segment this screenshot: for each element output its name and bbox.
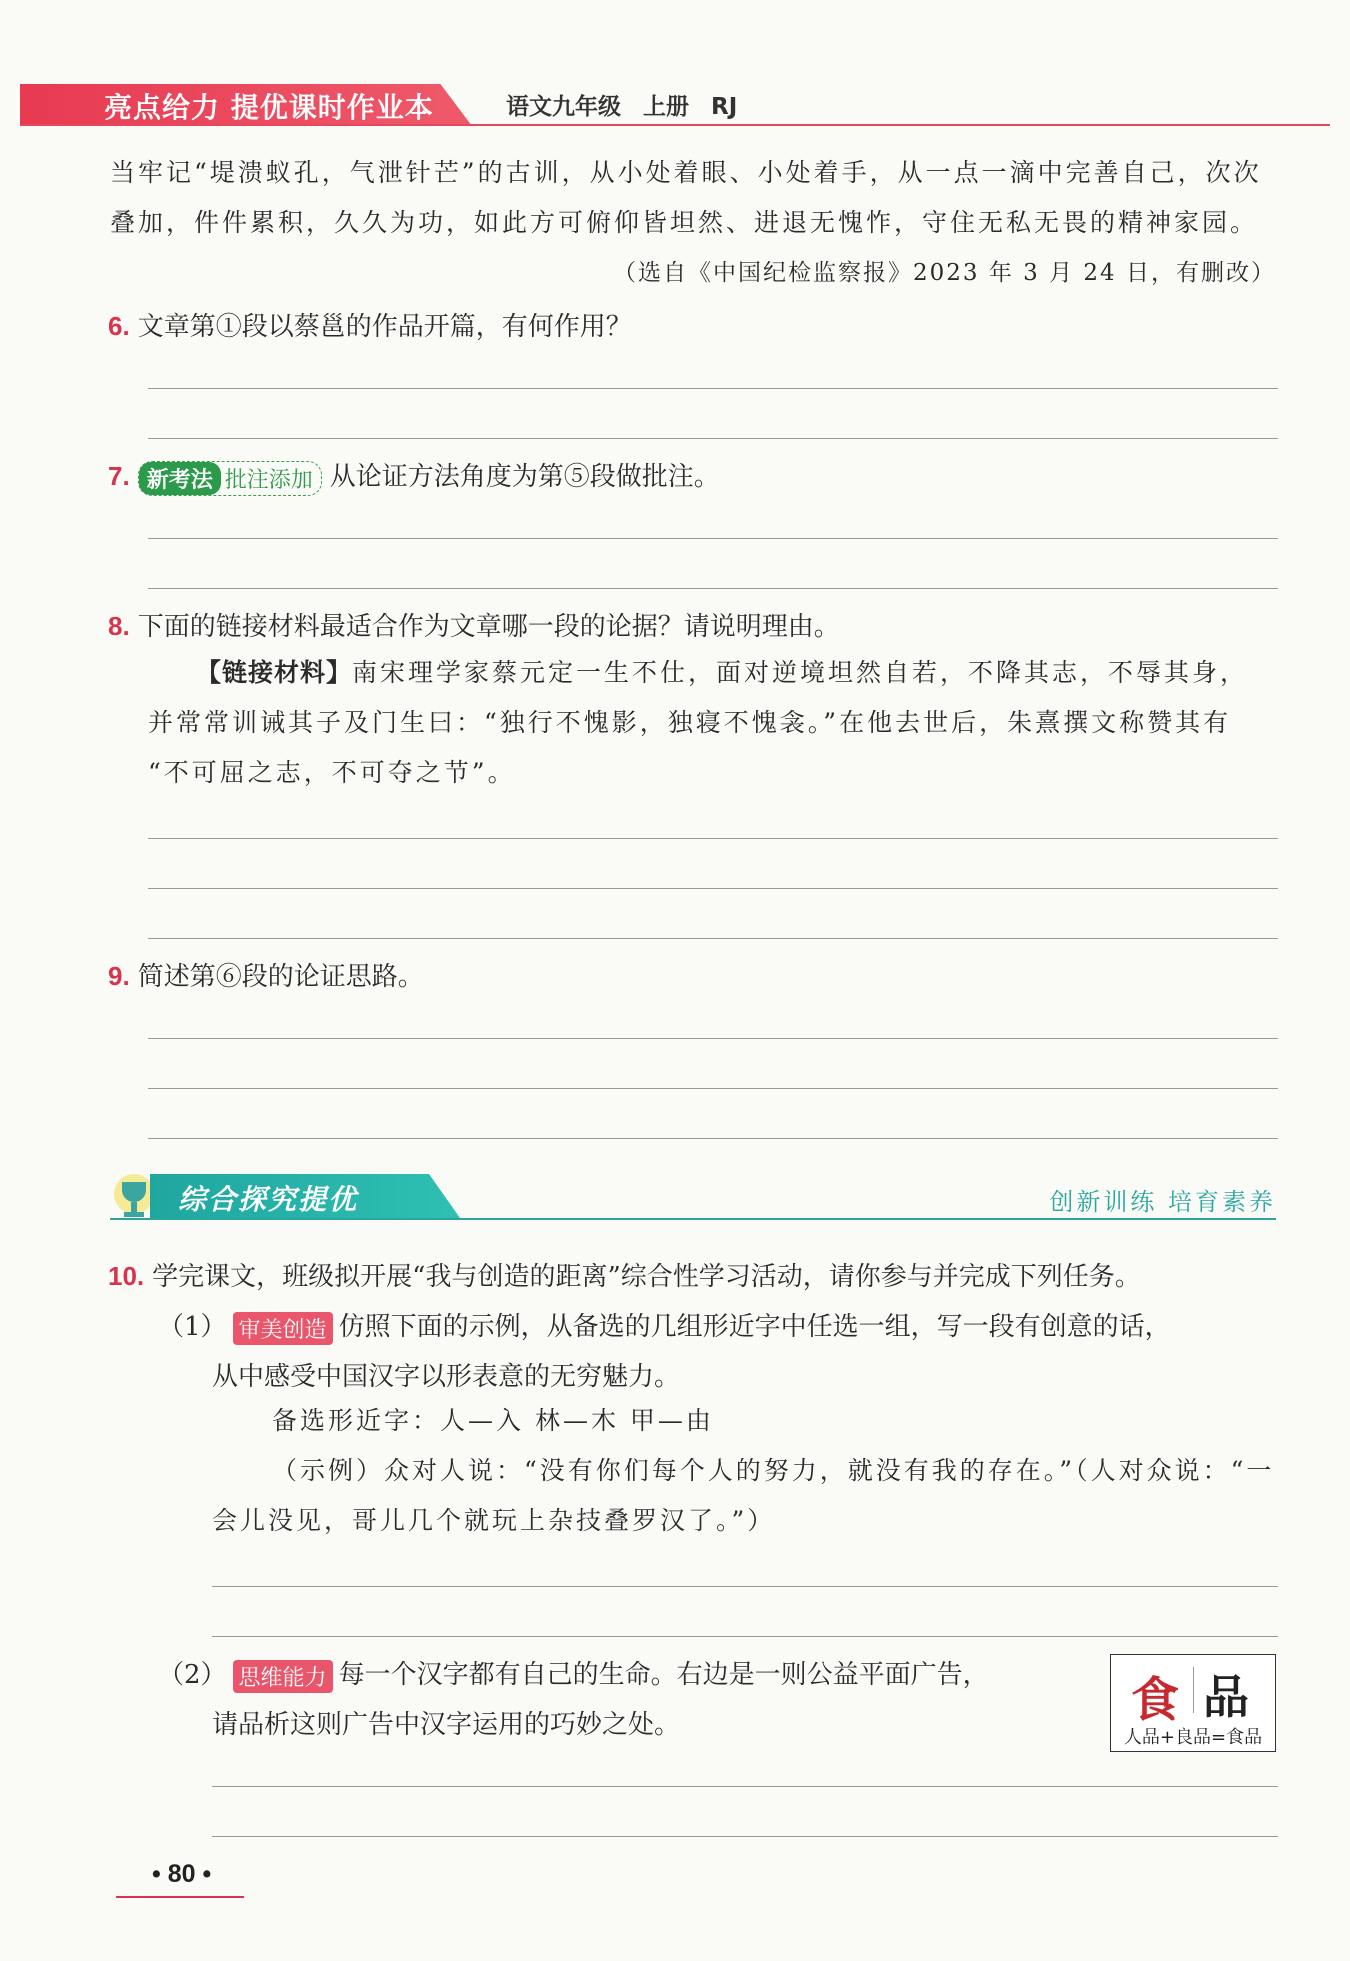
section-rule: [110, 1218, 1276, 1220]
subquestion-1-line-2: 从中感受中国汉字以形表意的无穷魅力。: [212, 1362, 681, 1392]
answer-line[interactable]: [148, 888, 1278, 890]
answer-line[interactable]: [148, 1138, 1278, 1140]
answer-line[interactable]: [212, 1636, 1278, 1638]
answer-line[interactable]: [148, 1088, 1278, 1090]
subquestion-2-line-2: 请品析这则广告中汉字运用的巧妙之处。: [212, 1710, 681, 1740]
public-service-ad: [1110, 1654, 1276, 1752]
header-subject: 语文九年级 上册 RJ: [506, 94, 738, 120]
answer-line[interactable]: [148, 838, 1278, 840]
question-number: 7.: [108, 461, 130, 491]
new-exam-tag: 新考法 批注添加: [138, 461, 322, 496]
question-text: 学完课文，班级拟开展“我与创造的距离”综合性学习活动，请你参与并完成下列任务。: [152, 1262, 1141, 1292]
candidate-characters: 备选形近字：人—入 林—木 甲—由: [272, 1406, 714, 1435]
question-text: 文章第①段以蔡邕的作品开篇，有何作用？: [137, 312, 632, 342]
passage-line-1: 当牢记“堤溃蚁孔，气泄针芒”的古训，从小处着眼、小处着手，从一点一滴中完善自己，次次: [110, 158, 1262, 187]
link-material-line-3: “不可屈之志，不可夺之节”。: [148, 758, 516, 787]
question-text: 从论证方法角度为第⑤段做批注。: [329, 462, 720, 492]
question-number: 9.: [108, 961, 130, 991]
skill-tag: 审美创造: [233, 1312, 333, 1345]
answer-line[interactable]: [148, 388, 1278, 390]
question-6: [108, 306, 632, 343]
question-number: 6.: [108, 311, 130, 341]
ad-divider: [1193, 1667, 1194, 1713]
passage-line-2: 叠加，件件累积，久久为功，如此方可俯仰皆坦然、进退无愧怍，守住无私无畏的精神家园。: [110, 208, 1259, 237]
header-rule: [20, 124, 1330, 126]
ad-character-left: 食: [1131, 1672, 1180, 1728]
answer-line[interactable]: [212, 1786, 1278, 1788]
question-7: [108, 456, 720, 496]
example-line-2: 会儿没见，哥儿几个就玩上杂技叠罗汉了。”）: [212, 1506, 776, 1535]
link-material-label: 【链接材料】: [196, 658, 353, 687]
answer-line[interactable]: [148, 538, 1278, 540]
answer-line[interactable]: [212, 1586, 1278, 1588]
question-text: 简述第⑥段的论证思路。: [137, 962, 424, 992]
page-number-underline: [116, 1896, 244, 1898]
answer-line[interactable]: [148, 588, 1278, 590]
answer-line[interactable]: [148, 938, 1278, 940]
answer-line[interactable]: [212, 1836, 1278, 1838]
page-number: • 80 •: [152, 1860, 212, 1888]
question-8: [108, 606, 840, 643]
question-text: 下面的链接材料最适合作为文章哪一段的论据？请说明理由。: [137, 612, 840, 642]
ad-character-right: 品: [1203, 1670, 1249, 1724]
link-material-line-1: 【链接材料】南宋理学家蔡元定一生不仕，面对逆境坦然自若，不降其志，不辱其身，: [196, 658, 1249, 687]
example-line-1: （示例）众对人说：“没有你们每个人的努力，就没有我的存在。”（人对众说：“一: [272, 1456, 1275, 1485]
header-series-title: 亮点给力 提优课时作业本: [104, 91, 434, 124]
passage-source: （选自《中国纪检监察报》2023 年 3 月 24 日，有删改）: [613, 260, 1276, 286]
answer-line[interactable]: [148, 438, 1278, 440]
question-10: [108, 1256, 1141, 1293]
subquestion-1: （1） 审美创造 仿照下面的示例，从备选的几组形近字中任选一组，写一段有创意的话，: [158, 1312, 1171, 1343]
answer-line[interactable]: [148, 1038, 1278, 1040]
ad-caption: 人品+良品=食品: [1123, 1727, 1263, 1748]
subquestion-2: （2） 思维能力 每一个汉字都有自己的生命。右边是一则公益平面广告，: [158, 1660, 989, 1691]
question-9: [108, 956, 424, 993]
question-number: 10.: [108, 1261, 145, 1291]
section-slogan: 创新训练 培育素养: [1049, 1188, 1276, 1216]
skill-tag: 思维能力: [233, 1660, 333, 1693]
question-number: 8.: [108, 611, 130, 641]
link-material-line-2: 并常常训诫其子及门生曰：“独行不愧影，独寝不愧衾。”在他去世后，朱熹撰文称赞其有: [148, 708, 1232, 737]
section-title: 综合探究提优: [178, 1183, 359, 1216]
